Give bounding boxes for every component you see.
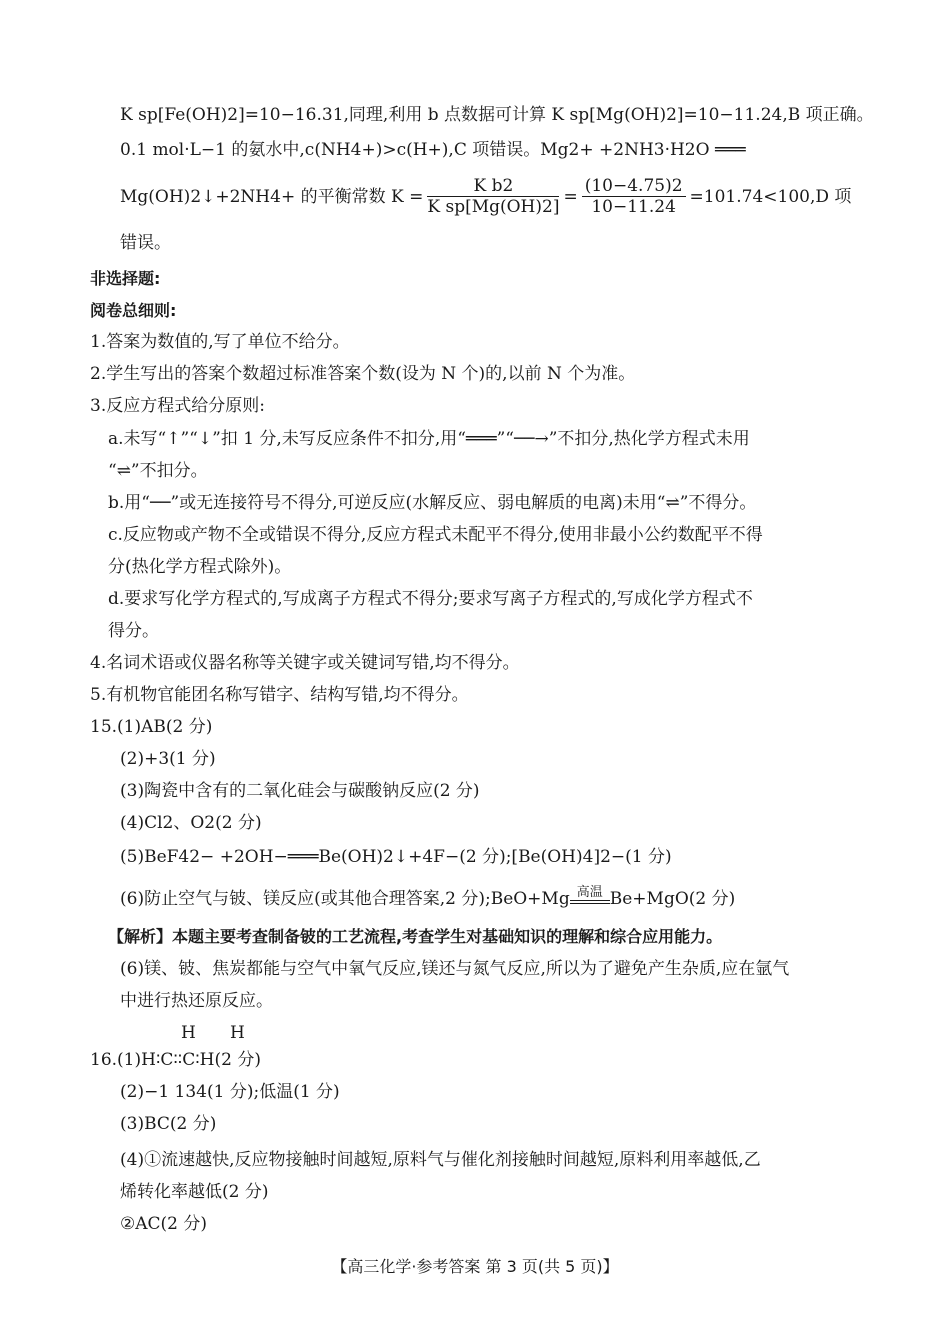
- section-heading: 非选择题:: [90, 269, 161, 288]
- rule-item: “⇌”不扣分。: [108, 461, 208, 481]
- fraction-denominator: 10−11.24: [591, 197, 676, 217]
- answer-line: (5)BeF42− +2OH−═══Be(OH)2↓+4F−(2 分);[Be(OH)4]2−(1 分): [120, 847, 672, 867]
- structure-h-atom: H: [181, 1023, 196, 1043]
- double-line-sign: [570, 900, 610, 904]
- rule-item: 分(热化学方程式除外)。: [108, 557, 292, 577]
- fraction: [427, 176, 559, 217]
- rule-item: c.反应物或产物不全或错误不得分,反应方程式未配平不得分,使用非最小公约数配平不得: [108, 525, 763, 545]
- rule-item: 得分。: [108, 621, 159, 641]
- answer-line: 15.(1)AB(2 分): [90, 717, 213, 737]
- rule-item: b.用“──”或无连接符号不得分,可逆反应(水解反应、弱电解质的电离)未用“⇌”不得分。: [108, 493, 757, 513]
- rule-item: 1.答案为数值的,写了单位不给分。: [90, 332, 350, 352]
- rule-item: 5.有机物官能团名称写错字、结构写错,均不得分。: [90, 685, 469, 705]
- text-line: K sp[Fe(OH)2]=10−16.31,同理,利用 b 点数据可计算 K sp[Mg(OH)2]=10−11.24,B 项正确。: [120, 105, 874, 125]
- condition-label: 高温: [576, 885, 603, 900]
- fraction-numerator: K b2: [427, 176, 559, 197]
- answer-line: (2)−1 134(1 分);低温(1 分): [120, 1082, 340, 1102]
- page-footer: 【高三化学·参考答案 第 3 页(共 5 页)】: [331, 1257, 619, 1276]
- answer-line: [120, 886, 735, 911]
- answer-line: (3)BC(2 分): [120, 1114, 217, 1134]
- rule-item: 4.名词术语或仪器名称等关键字或关键词写错,均不得分。: [90, 653, 520, 673]
- reaction-condition: [570, 886, 610, 911]
- text-line: 错误。: [120, 233, 171, 253]
- rule-item: a.未写“↑”“↓”扣 1 分,未写反应条件不扣分,用“═══”“──→”不扣分,热化学方程式未用: [108, 429, 750, 449]
- text-segment: Be+MgO(2 分): [609, 889, 736, 909]
- fraction-denominator: K sp[Mg(OH)2]: [427, 197, 560, 217]
- rule-item: d.要求写化学方程式的,写成离子方程式不得分;要求写离子方程式的,写成化学方程式不: [108, 589, 753, 609]
- equilibrium-equation: [120, 176, 851, 217]
- fraction-numerator: (10−4.75)2: [582, 176, 686, 197]
- text-segment: (6)防止空气与铍、镁反应(或其他合理答案,2 分);BeO+Mg: [120, 889, 570, 909]
- analysis-heading: 【解析】本题主要考查制备铍的工艺流程,考查学生对基础知识的理解和综合应用能力。: [108, 927, 723, 946]
- text-segment: =101.74<100,D 项: [689, 186, 852, 207]
- fraction: [582, 176, 686, 217]
- answer-line: ②AC(2 分): [120, 1214, 208, 1234]
- rule-item: 2.学生写出的答案个数超过标准答案个数(设为 N 个)的,以前 N 个为准。: [90, 364, 636, 384]
- answer-line: (4)①流速越快,反应物接触时间越短,原料气与催化剂接触时间越短,原料利用率越低,乙: [120, 1150, 761, 1170]
- answer-line: 16.(1)H∶C∶∶C∶H(2 分): [90, 1050, 261, 1070]
- answer-line: 烯转化率越低(2 分): [120, 1182, 269, 1202]
- text-line: 0.1 mol·L−1 的氨水中,c(NH4+)>c(H+),C 项错误。Mg2+ +2NH3·H2O ═══: [120, 140, 746, 160]
- answer-line: (2)+3(1 分): [120, 749, 216, 769]
- answer-line: 中进行热还原反应。: [120, 991, 273, 1011]
- answer-line: (6)镁、铍、焦炭都能与空气中氧气反应,镁还与氮气反应,所以为了避免产生杂质,应在氩气: [120, 959, 790, 979]
- section-heading: 阅卷总细则:: [90, 301, 177, 320]
- structure-h-atom: H: [230, 1023, 245, 1043]
- equals-sign: =: [563, 186, 578, 207]
- text-segment: Mg(OH)2↓+2NH4+ 的平衡常数 K =: [120, 186, 424, 207]
- answer-line: (3)陶瓷中含有的二氧化硅会与碳酸钠反应(2 分): [120, 781, 480, 801]
- answer-line: (4)Cl2、O2(2 分): [120, 813, 262, 833]
- rule-item: 3.反应方程式给分原则:: [90, 396, 265, 416]
